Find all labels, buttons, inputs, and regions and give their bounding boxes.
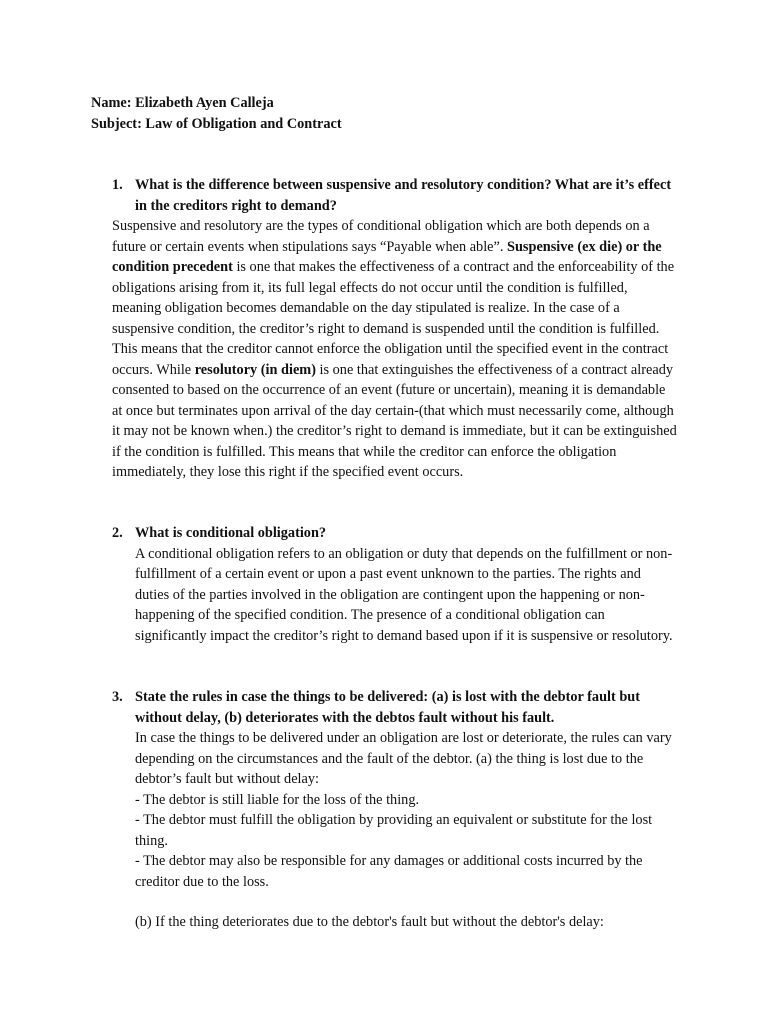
- question-3-title: [112, 687, 678, 728]
- question-2: [112, 523, 678, 646]
- question-text: What is conditional obligation?: [135, 525, 327, 541]
- question-number: 3.: [112, 689, 123, 705]
- rule-item: - The debtor may also be responsible for any damages or additional costs incurred by the creditor due to the loss.: [135, 853, 643, 890]
- answer-text: Suspensive and resolutory are the types of conditional obligation which are both depends on a future or certain events when stipulations says “Payable when able”.: [112, 218, 650, 255]
- subject-line: Subject: Law of Obligation and Contract: [91, 116, 342, 132]
- question-1-title: [112, 175, 678, 216]
- question-2-answer: A conditional obligation refers to an obligation or duty that depends on the fulfillment or non-fulfillment of a certain event or upon a past event unknown to the parties. The rights and duties of the parties involved in the obligation are contingent upon the happening or non-happening of the specified condition. The presence of a conditional obligation can significantly impact the creditor’s right to demand based upon if it is suspensive or resolutory.: [135, 545, 673, 644]
- rule-item: - The debtor must fulfill the obligation by providing an equivalent or substitute for the lost thing.: [135, 812, 653, 849]
- answer-intro: In case the things to be delivered under an obligation are lost or deteriorate, the rules can vary depending on the circumstances and the fault of the debtor. (a) the thing is lost due to the debtor’s fault but without delay:: [135, 730, 672, 787]
- rule-item: - The debtor is still liable for the loss of the thing.: [135, 791, 420, 808]
- question-number: 1.: [112, 177, 123, 193]
- student-name: Name: Elizabeth Ayen Calleja: [91, 95, 274, 111]
- question-text: What is the difference between suspensive and resolutory condition? What are it’s effect in the creditors right to demand?: [135, 177, 672, 214]
- term-resolutory: resolutory (in diem): [194, 361, 316, 378]
- part-b-heading: (b) If the thing deteriorates due to the debtor's fault but without the debtor's delay:: [135, 914, 604, 930]
- answer-text: is one that extinguishes the effectiveness of a contract already consented to based on the occurrence of an event (future or uncertain), meaning it is demandable at once but terminates upon arrival of the day certain-(that which must necessarily come, although it may not be known when.) the creditor’s right to demand is immediate, but it can be extinguished if the condition is fulfilled. This means that while the creditor can enforce the obligation immediately, they lose this right if the specified event occurs.: [112, 361, 677, 480]
- question-text: State the rules in case the things to be delivered: (a) is lost with the debtor fault but without delay, (b) deteriorates with the debtos fault without his fault.: [135, 689, 641, 726]
- question-3: [112, 687, 678, 933]
- document-header: [91, 93, 342, 135]
- question-1-answer: [112, 216, 678, 483]
- question-number: 2.: [112, 525, 123, 541]
- term-suspensive: Suspensive (ex die) or the condition precedent: [112, 238, 662, 275]
- answer-text: is one that makes the effectiveness of a contract and the enforceability of the obligations arising from it, its full legal effects do not occur until the condition is fulfilled, meaning obligation becomes demandable on the day stipulated is realize. In the case of a suspensive condition, the creditor’s right to demand is suspended until the condition is fulfilled. This means that the creditor cannot enforce the obligation until the specified event in the contract occurs. While: [112, 259, 675, 378]
- question-3-answer: [112, 728, 678, 933]
- question-1: [112, 175, 678, 483]
- question-2-title: [112, 523, 678, 544]
- spacer: [135, 892, 678, 912]
